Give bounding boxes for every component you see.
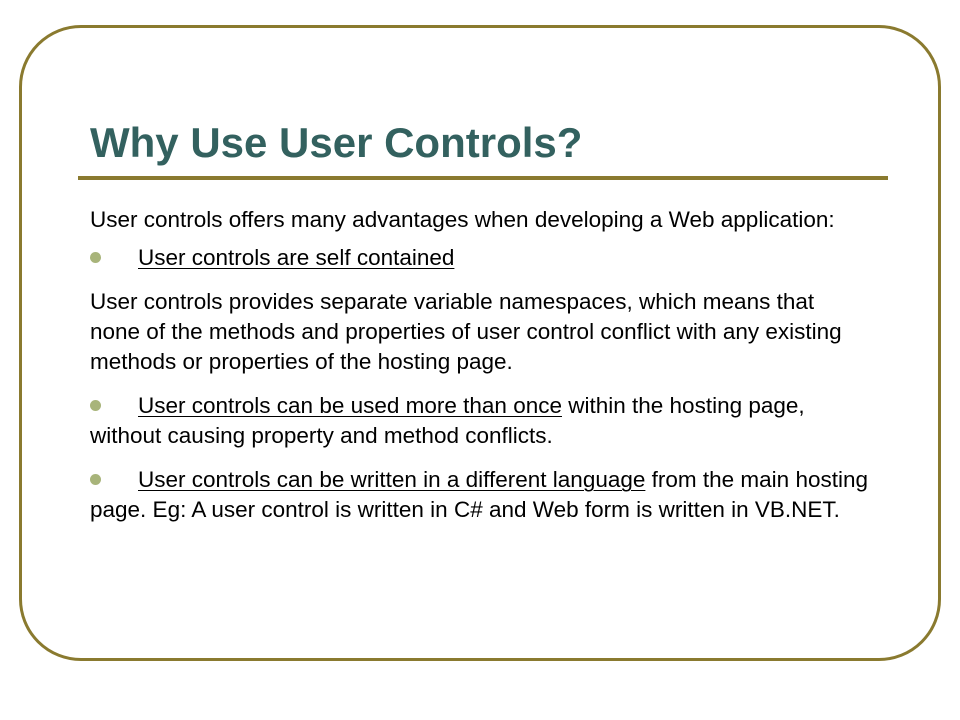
bullet-dot-icon [90,252,101,263]
bullet-underlined-text: User controls are self contained [138,245,455,270]
slide-content [90,205,870,539]
intro-text: User controls offers many advantages when developing a Web application: [90,207,835,232]
bullet-dot-icon [90,400,101,411]
namespace-paragraph: User controls provides separate variable namespaces, which means that none of the methods and properties of user control conflict with any existing methods or properties of the hosting page. [90,289,842,374]
bullet-text: from the main hosting page. Eg: A user control is written in C# and Web form is written in VB.NET. [90,467,868,522]
title-divider [78,176,888,180]
bullet-item-different-language [90,465,870,525]
bullet-text: within the hosting page, without causing property and method conflicts. [90,393,805,448]
slide-title: Why Use User Controls? [90,119,583,166]
bullet-item-used-more-than-once [90,391,870,451]
bullet-item-self-contained [90,243,870,273]
bullet-underlined-text: User controls can be used more than once [138,393,562,418]
bullet-dot-icon [90,474,101,485]
bullet-underlined-text: User controls can be written in a different language [138,467,646,492]
